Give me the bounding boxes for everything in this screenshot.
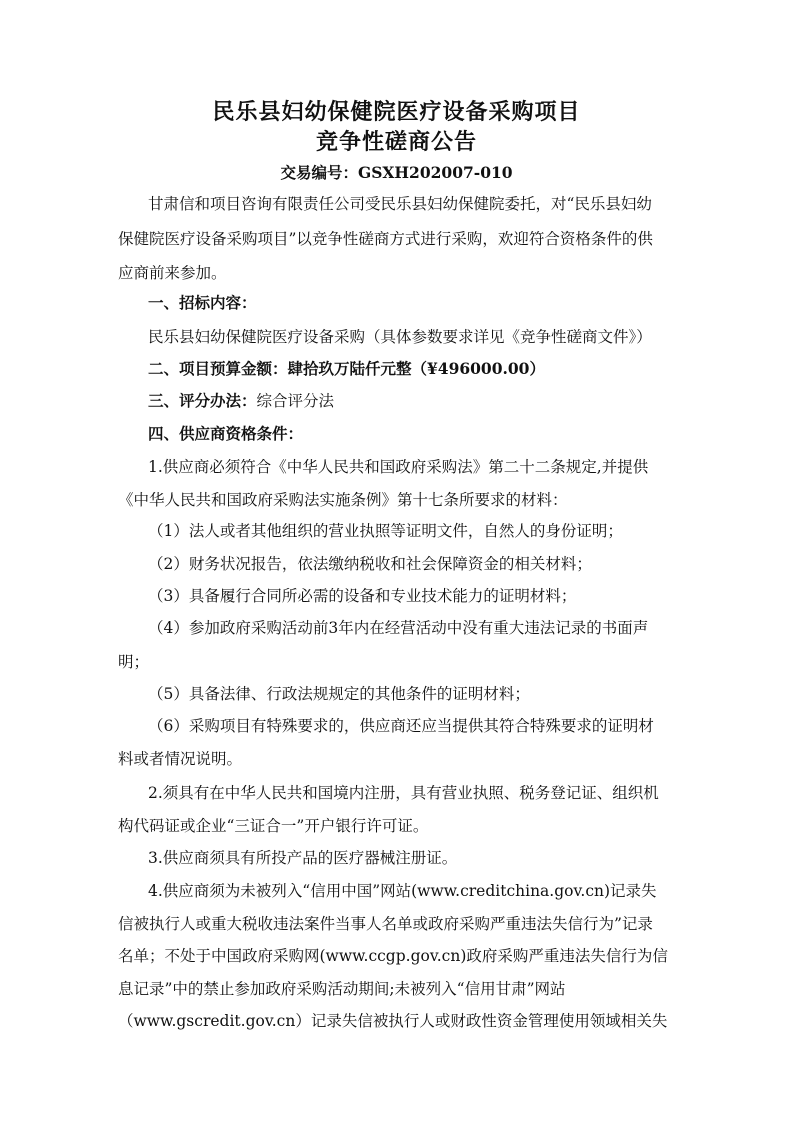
- sub-item-1: （1）法人或者其他组织的营业执照等证明文件，自然人的身份证明；: [148, 522, 623, 540]
- item-4-line-5: （www.gscredit.gov.cn）记录失信被执行人或财政性资金管理使用领域相关失: [118, 1012, 668, 1030]
- sub-item-6-line-1: （6）采购项目有特殊要求的，供应商还应当提供其符合特殊要求的证明材: [148, 717, 654, 735]
- intro-line-1: 甘肃信和项目咨询有限责任公司受民乐县妇幼保健院委托，对“民乐县妇幼: [148, 195, 652, 213]
- title-line-2: 竞争性磋商公告: [315, 129, 477, 155]
- sub-item-5: （5）具备法律、行政法规规定的其他条件的证明材料；: [148, 685, 530, 703]
- item-1-line-2: 《中华人民共和国政府采购法实施条例》第十七条所要求的材料：: [118, 491, 568, 509]
- intro-line-2: 保健院医疗设备采购项目”以竞争性磋商方式进行采购，欢迎符合资格条件的供: [118, 230, 653, 248]
- trade-number: GSXH202007-010: [357, 163, 513, 182]
- section-4-heading: 四、供应商资格条件：: [148, 424, 304, 443]
- trade-label: 交易编号：: [280, 163, 358, 182]
- section-2-heading: 二、项目预算金额：肆拾玖万陆仟元整（¥496000.00）: [148, 359, 545, 378]
- trade-number-line: [0, 162, 793, 184]
- section-1-content: 民乐县妇幼保健院医疗设备采购（具体参数要求详见《竞争性磋商文件》）: [148, 328, 652, 346]
- section-3-value: 综合评分法: [256, 392, 335, 410]
- section-3-line: [148, 390, 334, 412]
- intro-line-3: 应商前来参加。: [118, 264, 227, 282]
- sub-item-6-line-2: 料或者情况说明。: [118, 750, 243, 768]
- section-3-heading: 三、评分办法：: [148, 391, 257, 410]
- item-4-line-4: 息记录”中的禁止参加政府采购活动期间;未被列入“信用甘肃”网站: [118, 980, 566, 998]
- item-3: 3.供应商须具有所投产品的医疗器械注册证。: [148, 849, 458, 867]
- item-1-line-1: 1.供应商必须符合《中华人民共和国政府采购法》第二十二条规定,并提供: [148, 458, 649, 476]
- title-line-1: 民乐县妇幼保健院医疗设备采购项目: [212, 99, 581, 125]
- sub-item-4-line-1: （4）参加政府采购活动前3年内在经营活动中没有重大违法记录的书面声: [148, 619, 649, 637]
- sub-item-2: （2）财务状况报告，依法缴纳税收和社会保障资金的相关材料；: [148, 555, 592, 573]
- sub-item-3: （3）具备履行合同所必需的设备和专业技术能力的证明材料；: [148, 587, 577, 605]
- section-1-heading: 一、招标内容：: [148, 293, 257, 312]
- item-4-line-1: 4.供应商须为未被列入“信用中国”网站(www.creditchina.gov.cn)记录失: [148, 882, 657, 900]
- item-2-line-2: 构代码证或企业“三证合一”开户银行许可证。: [118, 817, 429, 835]
- item-2-line-1: 2.须具有在中华人民共和国境内注册，具有营业执照、税务登记证、组织机: [148, 784, 659, 802]
- sub-item-4-line-2: 明；: [118, 653, 150, 671]
- item-4-line-2: 信被执行人或重大税收违法案件当事人名单或政府采购严重违法失信行为”记录: [118, 915, 653, 933]
- item-4-line-3: 名单；不处于中国政府采购网(www.ccgp.gov.cn)政府采购严重违法失信行为信: [118, 947, 668, 965]
